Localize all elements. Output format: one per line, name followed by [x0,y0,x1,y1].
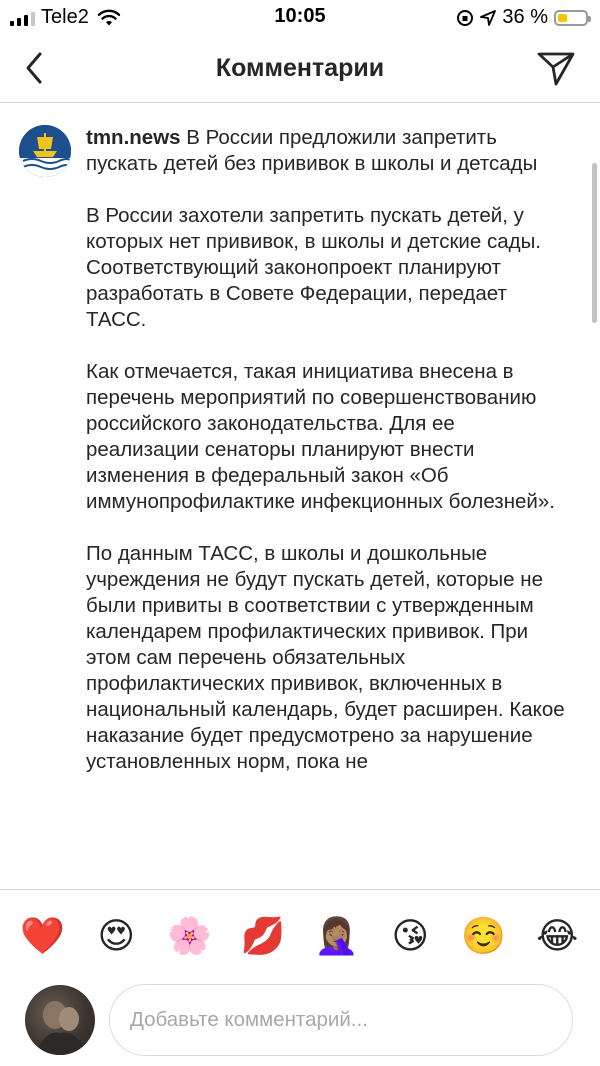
comment-composer [0,981,600,1066]
location-arrow-icon [480,10,496,26]
carrier-name: Tele2 [41,6,89,28]
scroll-indicator[interactable] [592,163,597,323]
smiling-face-emoji-button[interactable]: ☺️ [461,914,507,956]
current-user-avatar [25,985,95,1055]
page-title: Комментарии [215,54,385,82]
comment-input[interactable] [109,984,573,1056]
kiss-mark-emoji-button[interactable]: 💋 [240,914,286,956]
face-blowing-kiss-emoji-button[interactable]: 😘 [391,914,430,956]
orientation-lock-icon [456,9,474,27]
battery-level [558,14,567,22]
caption-headline [86,125,566,177]
post-caption [86,125,566,801]
paper-plane-icon[interactable] [536,48,576,88]
caption-paragraph: В России захотели запретить пускать детей, у которых нет прививок, в школы и детские сады. Соответствующий законопроект планируют разработать в Совете Федерации, передает ТАСС. [86,204,542,331]
facepalm-emoji-button[interactable]: 🤦🏽‍♀️ [314,914,360,956]
post-username[interactable]: tmn.news [86,126,181,149]
quick-emoji-bar [0,889,600,981]
header [0,34,600,103]
battery-percent: 36 % [502,6,548,28]
status-right [456,6,588,29]
heart-eyes-emoji-button[interactable]: 😍 [97,914,136,956]
caption-paragraph: По данным ТАСС, в школы и дошкольные учреждения не будут пускать детей, которые не были привиты в соответствии с утвержденным календарем профилактических прививок. При этом сам перечень обязательных профилактических прививок, включенных в национальный календарь, будет расширен. Какое наказание будет предусмотрено за нарушение установленных норм, пока не [86,542,565,773]
ship-logo-icon [19,125,71,177]
clock: 10:05 [274,5,326,27]
comments-list[interactable] [0,103,600,889]
post-headline: В России предложили запретить пускать детей без прививок в школы и детсады [86,126,538,175]
post-author-avatar[interactable] [19,125,71,177]
cherry-blossom-emoji-button[interactable]: 🌸 [167,914,213,956]
status-bar [0,0,600,34]
red-heart-emoji-button[interactable]: ❤️ [20,914,66,956]
caption-paragraph: Как отмечается, такая инициатива внесена в перечень мероприятий по совершенствованию российского законодательства. Для ее реализации сенаторы планируют внести изменения в федеральный закон «Об иммунопрофилактике инфекционных болезней». [86,360,555,513]
tears-of-joy-emoji-button[interactable]: 😂 [536,914,579,956]
battery-icon [554,10,588,26]
user-photo [25,985,95,1055]
